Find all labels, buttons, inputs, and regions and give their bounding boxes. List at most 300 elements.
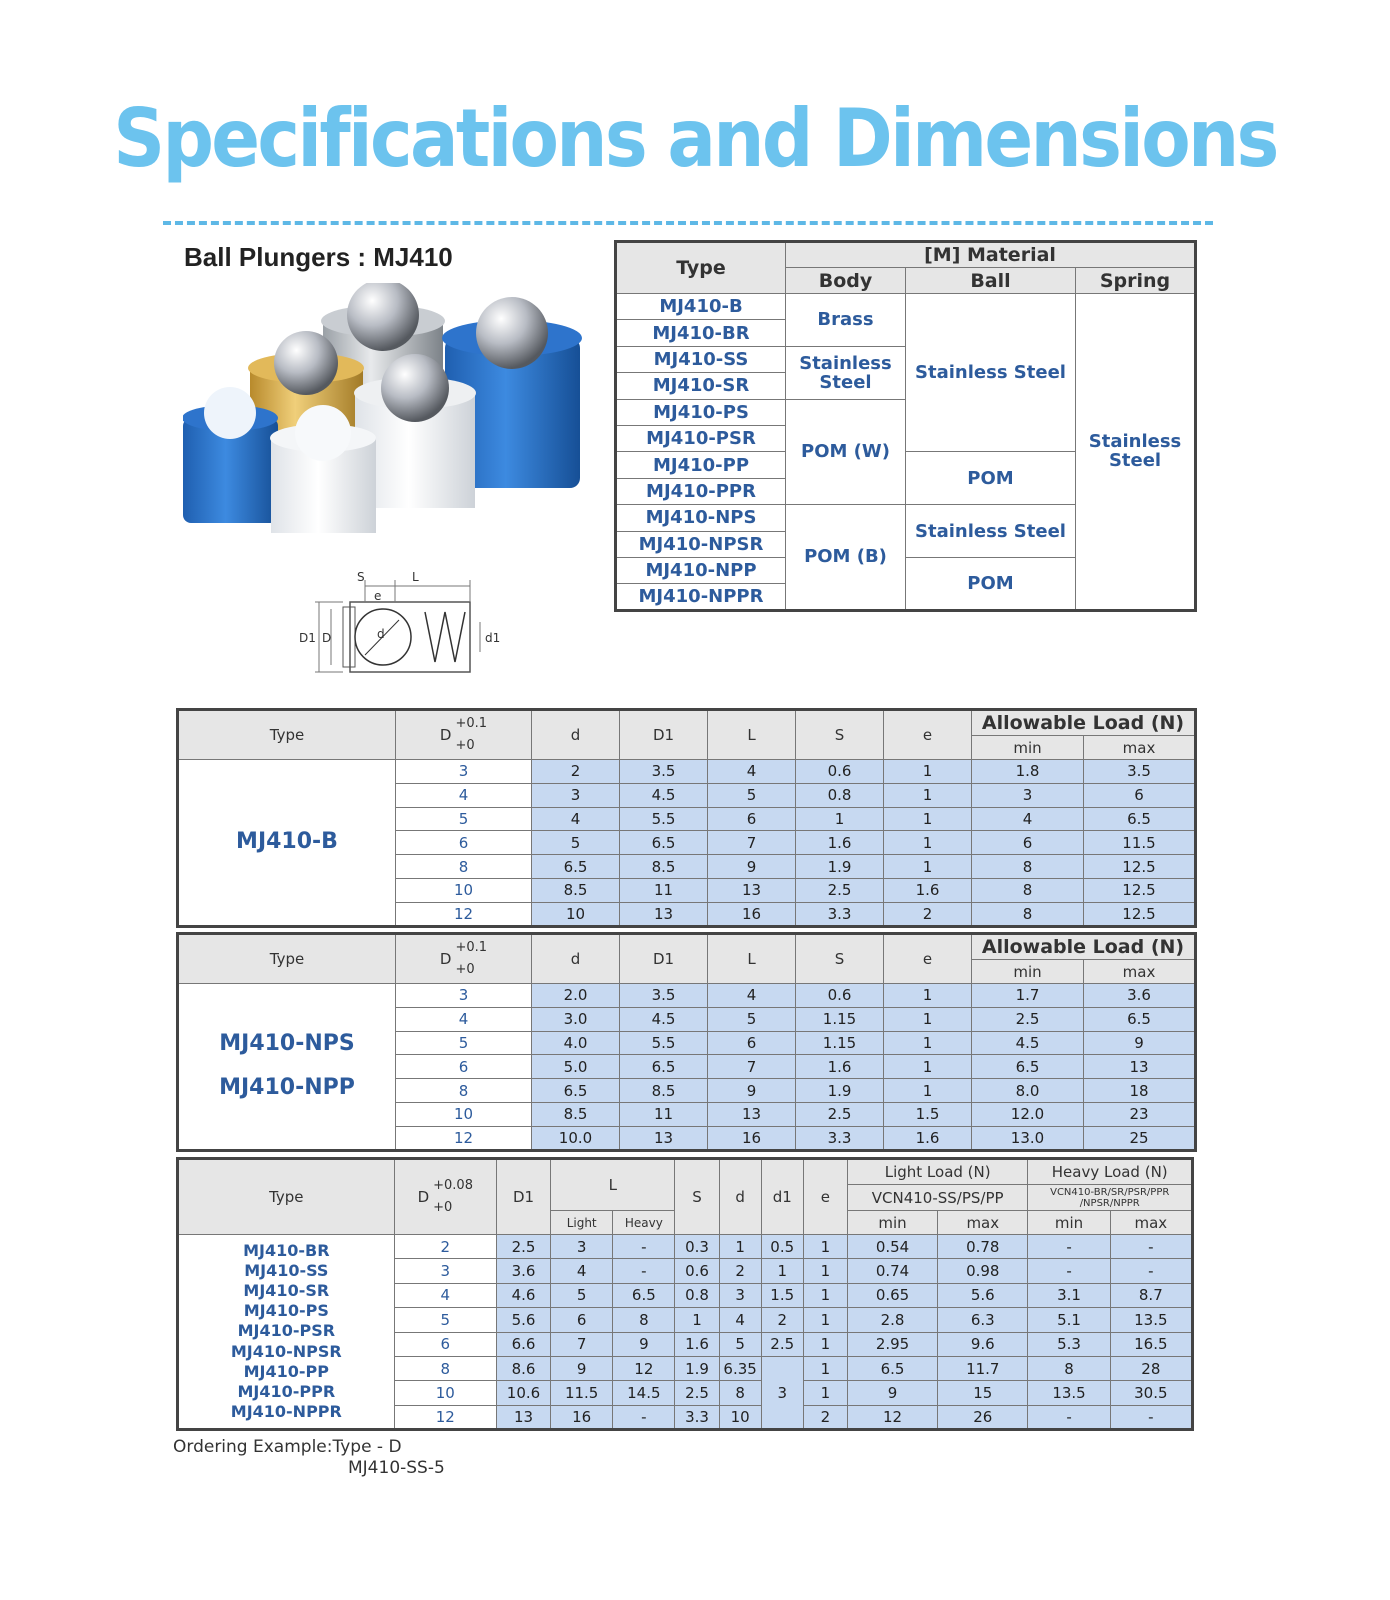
table-cell: 3.5 (620, 760, 708, 784)
table-cell: 1 (884, 1079, 972, 1103)
table-cell: 14.5 (613, 1381, 675, 1405)
spec-table-mj410-b (176, 708, 1197, 928)
table-cell: 2.5 (761, 1332, 803, 1356)
material-type: MJ410-PS (616, 399, 786, 425)
table-cell: 16 (551, 1405, 613, 1429)
table-cell: 1 (719, 1235, 761, 1259)
table-cell: 1.7 (972, 984, 1084, 1008)
table-cell: 4.5 (972, 1031, 1084, 1055)
table-cell: 1.5 (884, 1102, 972, 1126)
table-cell: 1.8 (972, 760, 1084, 784)
table-cell: 6 (708, 1031, 796, 1055)
dimension-diagram (295, 570, 520, 695)
col-light-max: max (938, 1211, 1028, 1235)
type-name: MJ410-NPP (219, 1075, 355, 1101)
table-cell: 10.0 (532, 1126, 620, 1150)
table-cell: 2.0 (532, 984, 620, 1008)
body-pom-w: POM (W) (786, 399, 906, 505)
table-cell: 6.5 (532, 855, 620, 879)
table-cell: 5.6 (938, 1283, 1028, 1307)
table-cell: 5.6 (496, 1308, 550, 1332)
material-header-type: Type (616, 242, 786, 294)
table-cell: 2 (719, 1259, 761, 1283)
col-e: e (884, 934, 972, 984)
table-cell: 6.5 (620, 1055, 708, 1079)
table-cell: 23 (1084, 1102, 1196, 1126)
material-type: MJ410-NPSR (616, 531, 786, 557)
table-cell: - (1028, 1405, 1110, 1429)
material-type: MJ410-PP (616, 452, 786, 478)
cell-D: 3 (396, 984, 532, 1008)
table-cell: 4.5 (620, 1007, 708, 1031)
ordering-example-value: MJ410-SS-5 (348, 1458, 445, 1478)
table-cell: 1 (803, 1356, 847, 1380)
table-cell: 6.5 (613, 1283, 675, 1307)
col-D1: D1 (620, 934, 708, 984)
table-cell: 1 (884, 1055, 972, 1079)
cell-D: 3 (394, 1259, 496, 1283)
col-min: min (972, 736, 1084, 760)
table-cell: 3.5 (1084, 760, 1196, 784)
type-name: MJ410-PS (243, 1301, 329, 1321)
table-cell: 0.6 (796, 984, 884, 1008)
table-cell: 0.98 (938, 1259, 1028, 1283)
dim-label-e: e (374, 589, 382, 603)
table-cell: - (1110, 1235, 1192, 1259)
body-stainless: Stainless Steel (786, 346, 906, 399)
table-cell: 9 (847, 1381, 937, 1405)
table-cell: 3.3 (796, 902, 884, 926)
table-cell: 11.7 (938, 1356, 1028, 1380)
dim-label-d1: d1 (485, 631, 501, 645)
table-cell: 0.8 (796, 783, 884, 807)
col-max: max (1084, 736, 1196, 760)
table-cell: 13 (620, 1126, 708, 1150)
table-cell: 1.15 (796, 1031, 884, 1055)
material-type: MJ410-SR (616, 373, 786, 399)
table-cell: 3 (719, 1283, 761, 1307)
material-type: MJ410-NPP (616, 557, 786, 583)
col-S: S (675, 1159, 719, 1235)
table-cell: 10 (532, 902, 620, 926)
table-cell: 1 (884, 855, 972, 879)
table-cell: - (613, 1259, 675, 1283)
table-cell: 5 (708, 1007, 796, 1031)
col-d: d (532, 710, 620, 760)
col-heavy-max: max (1110, 1211, 1192, 1235)
col-L: L (708, 934, 796, 984)
type-name: MJ410-PPR (237, 1382, 336, 1402)
table-cell: 0.3 (675, 1235, 719, 1259)
table-cell: 0.8 (675, 1283, 719, 1307)
table-cell: 6.5 (1084, 1007, 1196, 1031)
table-cell: 9 (613, 1332, 675, 1356)
col-d: d (719, 1159, 761, 1235)
spring-material: Stainless Steel (1076, 294, 1196, 611)
table-cell: 1 (803, 1381, 847, 1405)
col-S: S (796, 934, 884, 984)
table-cell: 11.5 (1084, 831, 1196, 855)
page-title: Specifications and Dimensions (113, 92, 1277, 185)
table-cell: 1.9 (675, 1356, 719, 1380)
material-type: MJ410-PPR (616, 478, 786, 504)
cell-D: 10 (396, 1102, 532, 1126)
table-cell: 10 (719, 1405, 761, 1429)
table-cell: 1.6 (884, 1126, 972, 1150)
table-cell: 2 (884, 902, 972, 926)
table-cell: 0.74 (847, 1259, 937, 1283)
table-cell: 13.5 (1110, 1308, 1192, 1332)
cell-D: 12 (396, 1126, 532, 1150)
table-cell: 1 (884, 783, 972, 807)
spec-table-mj410-nps-npp (176, 932, 1197, 1152)
tol-plus: +0.1 (455, 716, 488, 731)
type-name: MJ410-PSR (237, 1321, 336, 1341)
table-cell: 1.6 (796, 831, 884, 855)
tol-plus: +0.08 (433, 1178, 473, 1193)
cell-D: 4 (396, 1007, 532, 1031)
col-D (396, 710, 532, 760)
col-L-heavy: Heavy (613, 1211, 675, 1235)
cell-D: 4 (394, 1283, 496, 1307)
product-subtitle: Ball Plungers : MJ410 (184, 242, 453, 272)
col-S: S (796, 710, 884, 760)
table-cell: 0.5 (761, 1235, 803, 1259)
dashed-divider (163, 221, 1213, 225)
col-L: L (708, 710, 796, 760)
col-heavy-min: min (1028, 1211, 1110, 1235)
table-cell: 13.5 (1028, 1381, 1110, 1405)
table-cell: 3.3 (675, 1405, 719, 1429)
material-type: MJ410-NPPR (616, 584, 786, 610)
cell-D: 12 (394, 1405, 496, 1429)
table-cell: 8 (972, 878, 1084, 902)
table-cell: 1 (803, 1259, 847, 1283)
cell-D: 5 (396, 1031, 532, 1055)
table-cell: - (1028, 1259, 1110, 1283)
col-min: min (972, 960, 1084, 984)
ball-stainless: Stainless Steel (906, 294, 1076, 452)
col-heavy-types: VCN410-BR/SR/PSR/PPR /NPSR/NPPR (1028, 1185, 1193, 1211)
table-cell: 3.3 (796, 1126, 884, 1150)
table-cell: 9 (708, 855, 796, 879)
table-cell: 1 (803, 1332, 847, 1356)
table-cell: 9 (1084, 1031, 1196, 1055)
table-cell: 12.0 (972, 1102, 1084, 1126)
table-cell: 5.3 (1028, 1332, 1110, 1356)
material-type: MJ410-SS (616, 346, 786, 372)
table-cell: - (613, 1235, 675, 1259)
table-row (178, 760, 1196, 784)
col-L: L (551, 1159, 675, 1211)
table-cell: 3.5 (620, 984, 708, 1008)
col-light-load: Light Load (N) (847, 1159, 1028, 1185)
table-cell: 2 (761, 1308, 803, 1332)
material-header-ball: Ball (906, 268, 1076, 294)
table-cell: 8.0 (972, 1079, 1084, 1103)
table-cell: 8.7 (1110, 1283, 1192, 1307)
cell-D: 4 (396, 783, 532, 807)
material-header-spring: Spring (1076, 268, 1196, 294)
material-header-material: [M] Material (786, 242, 1196, 268)
table-cell: 5.5 (620, 1031, 708, 1055)
table-cell: 6 (551, 1308, 613, 1332)
table-cell: 5.5 (620, 807, 708, 831)
table-cell: 12 (847, 1405, 937, 1429)
type-name: MJ410-SR (243, 1281, 330, 1301)
col-allowable-load: Allowable Load (N) (972, 710, 1196, 736)
table-cell: 8.5 (620, 1079, 708, 1103)
body-pom-b: POM (B) (786, 505, 906, 611)
table-cell: 3 (972, 783, 1084, 807)
table-cell: 1 (803, 1283, 847, 1307)
table-row (178, 984, 1196, 1008)
table-cell: 4 (708, 984, 796, 1008)
table-cell: 3 (532, 783, 620, 807)
material-type: MJ410-B (616, 294, 786, 320)
ball-pom: POM (906, 557, 1076, 610)
material-table (614, 240, 1197, 612)
cell-D: 8 (394, 1356, 496, 1380)
cell-D: 10 (396, 878, 532, 902)
table-cell: 26 (938, 1405, 1028, 1429)
ball-pom: POM (906, 452, 1076, 505)
table-cell: 15 (938, 1381, 1028, 1405)
table-cell: 2.95 (847, 1332, 937, 1356)
col-allowable-load: Allowable Load (N) (972, 934, 1196, 960)
table-cell: 2.5 (796, 878, 884, 902)
ball-stainless: Stainless Steel (906, 505, 1076, 558)
table-cell: 0.6 (796, 760, 884, 784)
table-cell: 1.15 (796, 1007, 884, 1031)
col-type: Type (178, 710, 396, 760)
type-name: MJ410-B (236, 829, 338, 855)
col-light-min: min (847, 1211, 937, 1235)
table-cell: 5.1 (1028, 1308, 1110, 1332)
table-cell: 9 (551, 1356, 613, 1380)
table-cell: 4 (551, 1259, 613, 1283)
col-heavy-load: Heavy Load (N) (1028, 1159, 1193, 1185)
table-cell: 0.54 (847, 1235, 937, 1259)
table-cell: 1.6 (675, 1332, 719, 1356)
table-cell: 6 (1084, 783, 1196, 807)
table-cell: 1 (675, 1308, 719, 1332)
type-cell (178, 1235, 395, 1430)
col-max: max (1084, 960, 1196, 984)
table-cell: 13 (708, 1102, 796, 1126)
table-cell: - (1110, 1405, 1192, 1429)
table-cell: 16 (708, 1126, 796, 1150)
cell-D: 12 (396, 902, 532, 926)
table-cell: 8 (972, 855, 1084, 879)
table-cell: 4 (708, 760, 796, 784)
table-cell: 13.0 (972, 1126, 1084, 1150)
col-light-types: VCN410-SS/PS/PP (847, 1185, 1028, 1211)
table-cell: 10.6 (496, 1381, 550, 1405)
table-cell: 1 (761, 1259, 803, 1283)
col-D-label: D (417, 1188, 430, 1206)
table-cell: 13 (620, 902, 708, 926)
table-cell: 6.6 (496, 1332, 550, 1356)
table-cell: 12.5 (1084, 902, 1196, 926)
table-cell: 1 (884, 760, 972, 784)
table-cell: - (613, 1405, 675, 1429)
type-name: MJ410-NPS (219, 1031, 355, 1057)
table-cell: 8.5 (620, 855, 708, 879)
table-cell: 16.5 (1110, 1332, 1192, 1356)
table-cell: 30.5 (1110, 1381, 1192, 1405)
col-D-label: D (439, 950, 452, 968)
table-row (178, 1235, 1193, 1259)
col-type: Type (178, 934, 396, 984)
table-cell: 5 (708, 783, 796, 807)
table-cell: 12.5 (1084, 855, 1196, 879)
table-cell: 1 (803, 1308, 847, 1332)
table-cell: 11 (620, 1102, 708, 1126)
table-cell: 1 (796, 807, 884, 831)
table-cell: 1.6 (884, 878, 972, 902)
table-cell: 8 (719, 1381, 761, 1405)
table-cell: 1 (884, 1007, 972, 1031)
table-cell: 7 (708, 1055, 796, 1079)
col-d1: d1 (761, 1159, 803, 1235)
cell-D: 6 (396, 831, 532, 855)
tol-plus: +0.1 (455, 940, 488, 955)
table-cell: 3.6 (1084, 984, 1196, 1008)
product-image (183, 283, 603, 548)
col-e: e (884, 710, 972, 760)
table-cell: 2.5 (675, 1381, 719, 1405)
col-D (394, 1159, 496, 1235)
table-cell: 11 (620, 878, 708, 902)
material-type: MJ410-BR (616, 320, 786, 346)
col-L-light: Light (551, 1211, 613, 1235)
table-cell: 6.5 (972, 1055, 1084, 1079)
table-cell: 3.0 (532, 1007, 620, 1031)
table-cell: 0.78 (938, 1235, 1028, 1259)
table-cell: 13 (1084, 1055, 1196, 1079)
table-cell: 8.5 (532, 1102, 620, 1126)
cell-D: 5 (396, 807, 532, 831)
table-cell: 1 (884, 984, 972, 1008)
ordering-example-label: Ordering Example:Type - D (173, 1437, 402, 1457)
dim-label-D1: D1 (299, 631, 316, 645)
table-cell: 11.5 (551, 1381, 613, 1405)
type-name: MJ410-NPPR (230, 1402, 342, 1422)
table-cell: 4 (972, 807, 1084, 831)
table-cell: 4.6 (496, 1283, 550, 1307)
dim-label-D: D (322, 631, 332, 645)
table-cell: 9.6 (938, 1332, 1028, 1356)
table-cell: 6 (972, 831, 1084, 855)
type-name: MJ410-BR (243, 1240, 330, 1260)
table-cell: 13 (496, 1405, 550, 1429)
table-cell: 4.0 (532, 1031, 620, 1055)
table-cell: 6.5 (1084, 807, 1196, 831)
table-cell: 2 (532, 760, 620, 784)
body-brass: Brass (786, 294, 906, 347)
table-cell: 28 (1110, 1356, 1192, 1380)
cell-D: 8 (396, 1079, 532, 1103)
table-cell: - (1028, 1235, 1110, 1259)
type-cell (178, 984, 396, 1151)
table-cell: 1.9 (796, 855, 884, 879)
table-cell: 1.6 (796, 1055, 884, 1079)
table-cell: 6.5 (620, 831, 708, 855)
table-cell: 1 (803, 1235, 847, 1259)
table-cell: 1.9 (796, 1079, 884, 1103)
table-cell: 2.5 (496, 1235, 550, 1259)
type-name: MJ410-SS (244, 1260, 329, 1280)
cell-D: 2 (394, 1235, 496, 1259)
table-cell: 4 (719, 1308, 761, 1332)
table-cell: 3 (551, 1235, 613, 1259)
tol-zero: +0 (433, 1200, 453, 1215)
table-cell: 4 (532, 807, 620, 831)
cell-d1-merged: 3 (761, 1356, 803, 1429)
table-cell: 5.0 (532, 1055, 620, 1079)
table-cell: 25 (1084, 1126, 1196, 1150)
table-cell: 8 (972, 902, 1084, 926)
table-cell: 6 (708, 807, 796, 831)
dim-label-d: d (377, 627, 385, 641)
table-cell: 3.6 (496, 1259, 550, 1283)
col-D-label: D (439, 726, 452, 744)
table-cell: 16 (708, 902, 796, 926)
cell-D: 6 (394, 1332, 496, 1356)
table-cell: 1 (884, 1031, 972, 1055)
table-cell: 12.5 (1084, 878, 1196, 902)
cell-D: 6 (396, 1055, 532, 1079)
table-cell: 7 (708, 831, 796, 855)
dim-label-S: S (357, 570, 365, 584)
type-name: MJ410-NPSR (230, 1341, 342, 1361)
table-cell: 8.6 (496, 1356, 550, 1380)
table-cell: 1 (884, 807, 972, 831)
col-D1: D1 (496, 1159, 550, 1235)
table-cell: 5 (532, 831, 620, 855)
table-cell: 4.5 (620, 783, 708, 807)
table-cell: 6.35 (719, 1356, 761, 1380)
col-D1: D1 (620, 710, 708, 760)
table-cell: 6.5 (532, 1079, 620, 1103)
cell-D: 5 (394, 1308, 496, 1332)
table-cell: 0.6 (675, 1259, 719, 1283)
spec-table-light-heavy (176, 1157, 1194, 1431)
table-cell: 6.3 (938, 1308, 1028, 1332)
type-name: MJ410-PP (243, 1361, 329, 1381)
table-cell: 5 (719, 1332, 761, 1356)
material-type: MJ410-NPS (616, 505, 786, 531)
table-cell: 5 (551, 1283, 613, 1307)
table-cell: 13 (708, 878, 796, 902)
table-cell: 2.5 (972, 1007, 1084, 1031)
type-cell (178, 760, 396, 927)
table-cell: 8.5 (532, 878, 620, 902)
col-e: e (803, 1159, 847, 1235)
col-type: Type (178, 1159, 395, 1235)
dim-label-L: L (412, 570, 419, 584)
table-cell: 18 (1084, 1079, 1196, 1103)
material-header-body: Body (786, 268, 906, 294)
tol-zero: +0 (455, 962, 475, 977)
table-cell: 0.65 (847, 1283, 937, 1307)
table-cell: 2 (803, 1405, 847, 1429)
col-d: d (532, 934, 620, 984)
table-cell: 2.8 (847, 1308, 937, 1332)
table-cell: 6.5 (847, 1356, 937, 1380)
cell-D: 10 (394, 1381, 496, 1405)
